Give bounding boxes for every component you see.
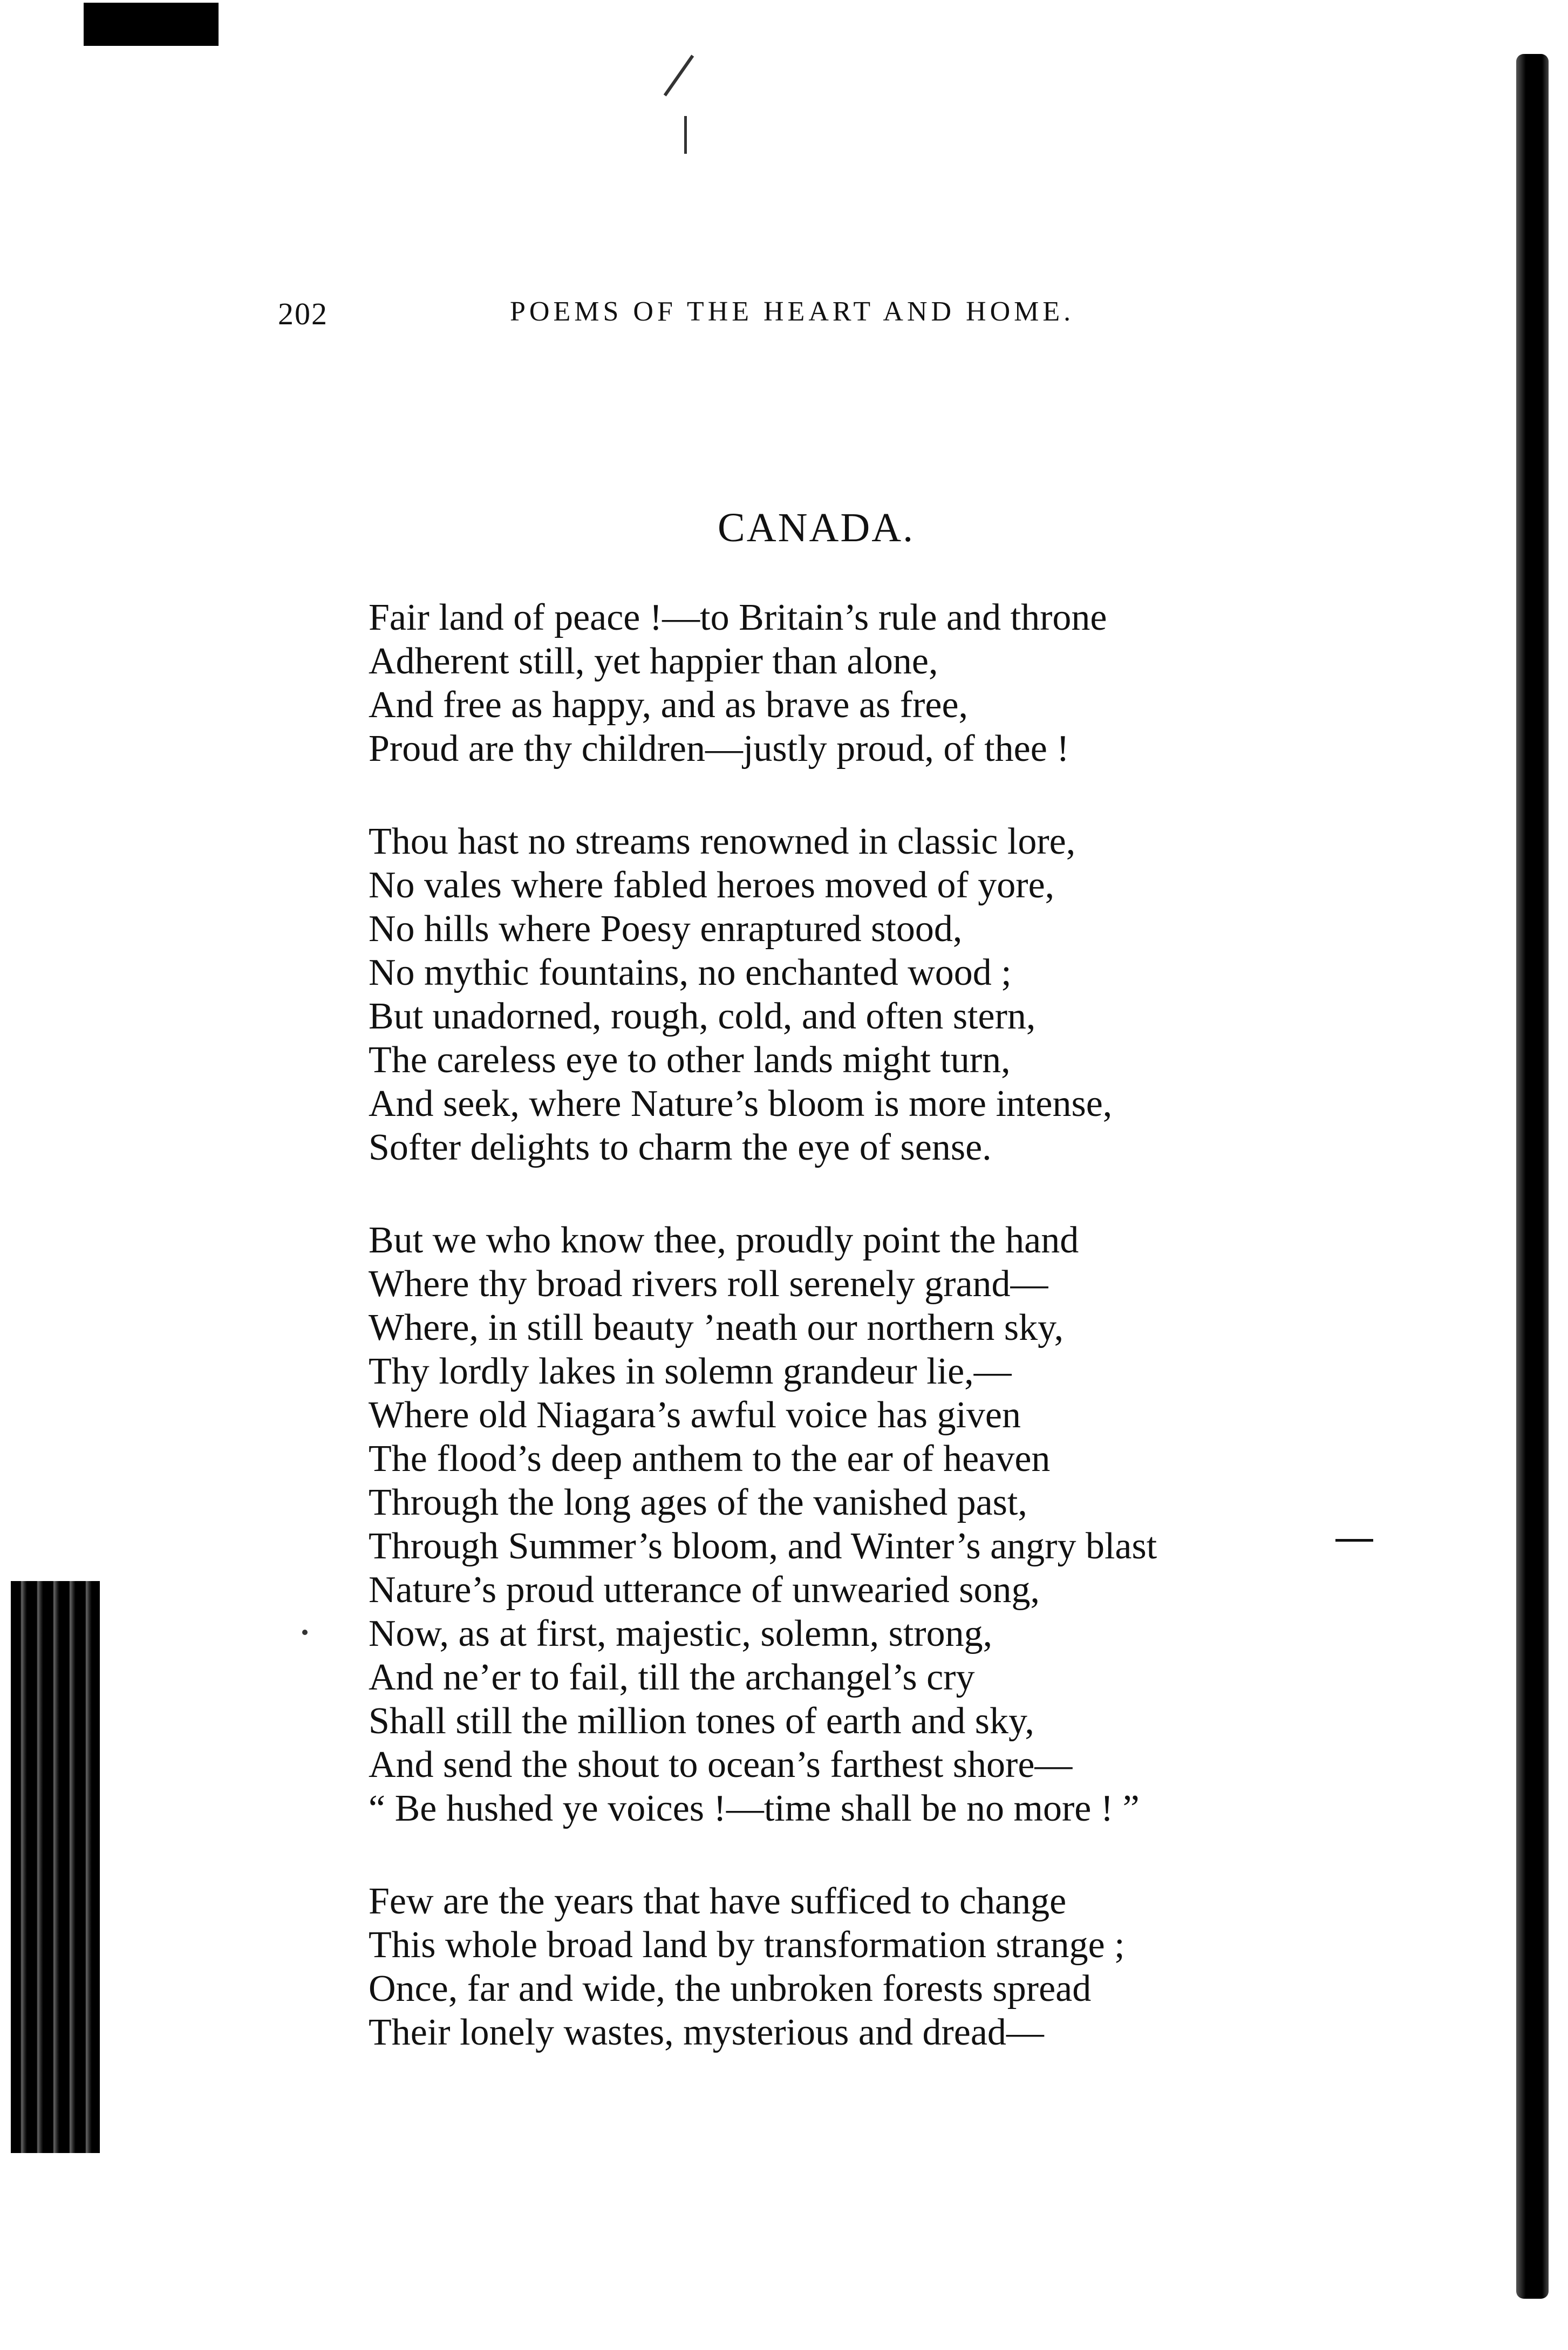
poem-line: Where, in still beauty ’neath our northern sky, — [369, 1307, 1064, 1348]
poem-line: No vales where fabled heroes moved of yore, — [369, 864, 1055, 906]
poem-line: Through Summer’s bloom, and Winter’s angry blast — [369, 1525, 1157, 1567]
poem-line: Few are the years that have sufficed to change — [369, 1881, 1067, 1922]
poem-line: “ Be hushed ye voices !—time shall be no more ! ” — [369, 1788, 1140, 1829]
poem-line: No mythic fountains, no enchanted wood ; — [369, 952, 1012, 993]
poem-line: This whole broad land by transformation strange ; — [369, 1924, 1125, 1966]
stanza-2 — [369, 820, 1394, 1169]
running-head — [278, 296, 1163, 333]
poem-line: Shall still the million tones of earth and sky, — [369, 1700, 1034, 1742]
poem-line: Their lonely wastes, mysterious and dread— — [369, 2012, 1044, 2053]
poem-line: And send the shout to ocean’s farthest shore— — [369, 1744, 1073, 1786]
poem-line: Once, far and wide, the unbroken forests spread — [369, 1968, 1092, 2010]
scan-artifact-left-edge — [11, 1581, 100, 2153]
poem-line: The flood’s deep anthem to the ear of heaven — [369, 1438, 1051, 1480]
poem-line: The careless eye to other lands might turn, — [369, 1039, 1011, 1081]
poem-line: But unadorned, rough, cold, and often stern, — [369, 996, 1036, 1037]
poem-line: Now, as at first, majestic, solemn, strong, — [369, 1613, 993, 1654]
scan-speck — [664, 55, 694, 96]
poem-line: Thy lordly lakes in solemn grandeur lie,— — [369, 1351, 1012, 1392]
poem-line: Fair land of peace !—to Britain’s rule and throne — [369, 597, 1107, 638]
stanza-4 — [369, 1879, 1394, 2054]
poem-line: But we who know thee, proudly point the hand — [369, 1220, 1079, 1261]
poem-line: Adherent still, yet happier than alone, — [369, 641, 938, 682]
poem-line: Where thy broad rivers roll serenely grand— — [369, 1263, 1048, 1305]
scan-artifact-top-bar — [84, 3, 219, 46]
poem-line: And free as happy, and as brave as free, — [369, 684, 969, 726]
poem-body — [369, 596, 1394, 2103]
scan-speck — [302, 1630, 308, 1635]
stanza-1 — [369, 596, 1394, 771]
poem-line: Softer delights to charm the eye of sense. — [369, 1127, 992, 1168]
scan-speck — [684, 116, 687, 154]
stanza-3 — [369, 1218, 1394, 1830]
stray-dash-mark — [1335, 1539, 1373, 1542]
poem-line: Where old Niagara’s awful voice has given — [369, 1394, 1021, 1436]
poem-line: Proud are thy children—justly proud, of thee ! — [369, 728, 1069, 769]
poem-line: Nature’s proud utterance of unwearied song, — [369, 1569, 1040, 1611]
poem-line: Through the long ages of the vanished past, — [369, 1482, 1027, 1523]
running-title: POEMS OF THE HEART AND HOME. — [510, 296, 1075, 327]
poem-line: Thou hast no streams renowned in classic lore, — [369, 821, 1076, 862]
page-number: 202 — [278, 296, 328, 331]
scan-artifact-right-edge — [1516, 54, 1549, 2299]
poem-line: And ne’er to fail, till the archangel’s cry — [369, 1657, 975, 1698]
poem-line: No hills where Poesy enraptured stood, — [369, 908, 963, 950]
poem-title: CANADA. — [718, 505, 915, 550]
poem-line: And seek, where Nature’s bloom is more intense, — [369, 1083, 1113, 1125]
